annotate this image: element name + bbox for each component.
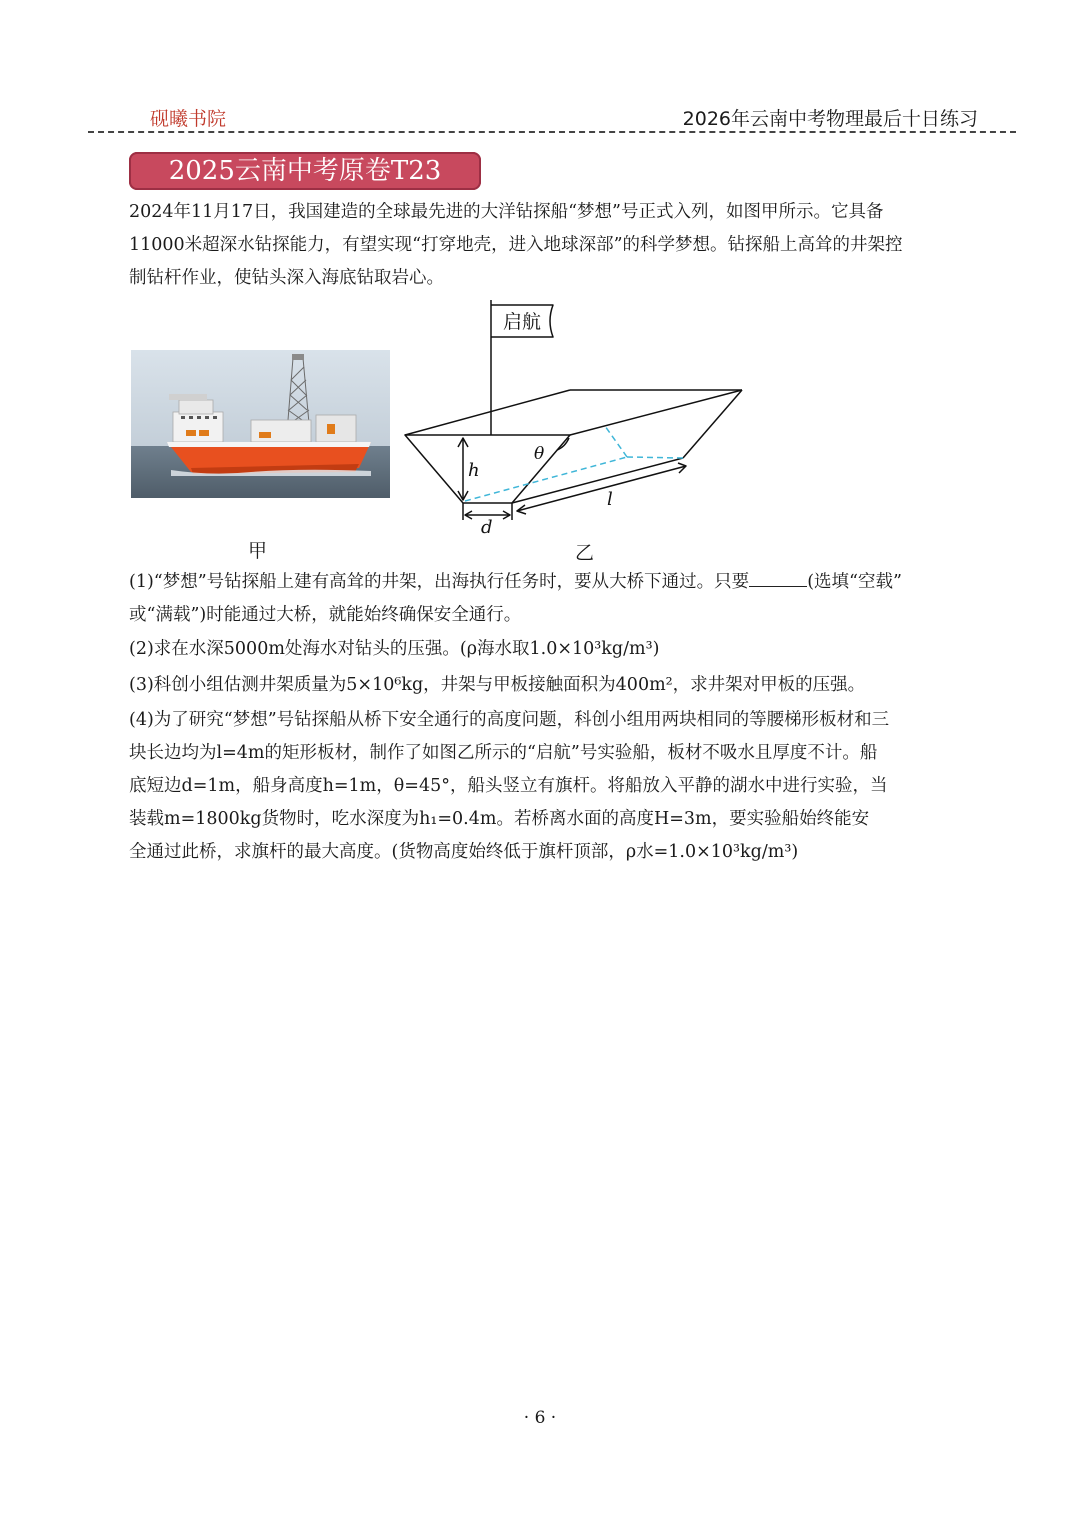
intro-line-3: 制钻杆作业，使钻头深入海底钻取岩心。 bbox=[129, 268, 444, 288]
question-4-line-2: 块长边均为l=4m的矩形板材，制作了如图乙所示的“启航”号实验船，板材不吸水且厚度不计。船 bbox=[129, 743, 878, 763]
flag-label: 启航 bbox=[503, 311, 542, 333]
figure-b-caption: 乙 bbox=[575, 542, 595, 564]
header-brand: 砚曦书院 bbox=[150, 108, 227, 130]
angle-label: θ bbox=[534, 444, 545, 464]
question-1-text: (1)“梦想”号钻探船上建有高耸的井架，出海执行任务时，要从大桥下通过。只要 bbox=[129, 572, 750, 592]
page-number: · 6 · bbox=[523, 1408, 557, 1428]
question-2: (2)求在水深5000m处海水对钻头的压强。(ρ海水取1.0×10³kg/m³) bbox=[129, 639, 660, 659]
problem-title-badge: 2025云南中考原卷T23 bbox=[129, 152, 481, 190]
header-title: 2026年云南中考物理最后十日练习 bbox=[682, 108, 978, 130]
question-4-line-5: 全通过此桥，求旗杆的最大高度。(货物高度始终低于旗杆顶部，ρ水=1.0×10³kg/m³) bbox=[129, 842, 799, 862]
question-4-line-3: 底短边d=1m，船身高度h=1m，θ=45°，船头竖立有旗杆。将船放入平静的湖水中进行实验，当 bbox=[129, 776, 888, 796]
question-1-line-1 bbox=[129, 566, 902, 599]
intro-line-1: 2024年11月17日，我国建造的全球最先进的大洋钻探船“梦想”号正式入列，如图甲所示。它具备 bbox=[129, 202, 884, 222]
boat-diagram bbox=[395, 295, 755, 544]
question-4-line-4: 装载m=1800kg货物时，吃水深度为h₁=0.4m。若桥离水面的高度H=3m，要实验船始终能安 bbox=[129, 809, 870, 829]
question-4-line-1: (4)为了研究“梦想”号钻探船从桥下安全通行的高度问题，科创小组用两块相同的等腰梯形板材和三 bbox=[129, 710, 890, 730]
question-3: (3)科创小组估测井架质量为5×10⁶kg，井架与甲板接触面积为400m²，求井架对甲板的压强。 bbox=[129, 675, 866, 695]
question-1-options: (选填“空载” bbox=[807, 572, 902, 592]
width-label: d bbox=[481, 517, 493, 538]
question-1-line-2: 或“满载”)时能通过大桥，就能始终确保安全通行。 bbox=[129, 605, 522, 625]
answer-blank[interactable] bbox=[749, 570, 807, 587]
figure-a-caption: 甲 bbox=[248, 540, 268, 562]
boat-front-panel bbox=[405, 435, 570, 503]
length-label: l bbox=[607, 489, 613, 510]
header-divider bbox=[88, 131, 1016, 133]
height-label: h bbox=[468, 460, 480, 481]
intro-line-2: 11000米超深水钻探能力，有望实现“打穿地壳，进入地球深部”的科学梦想。钻探船上高耸的井架控 bbox=[129, 235, 903, 255]
intro-paragraph bbox=[129, 196, 955, 295]
drilling-ship-photo bbox=[131, 350, 390, 498]
